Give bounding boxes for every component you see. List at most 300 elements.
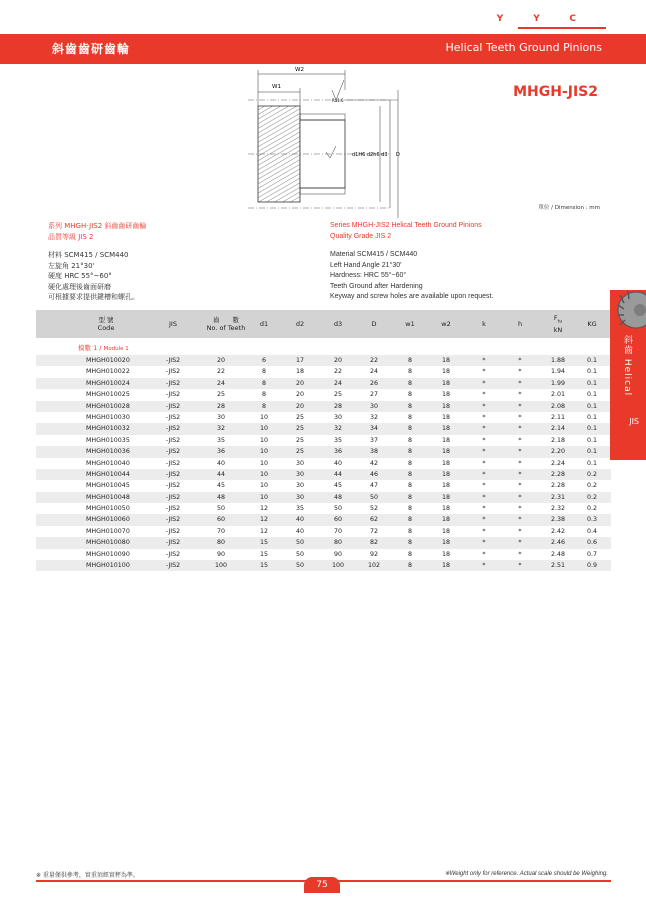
cell-jis: -JIS2 — [165, 459, 181, 467]
cell-d2: 18 — [295, 368, 304, 376]
cell-d2: 30 — [295, 470, 304, 478]
table-row — [36, 514, 611, 525]
cell-d3: 90 — [333, 550, 342, 558]
cell-code: MHGH010050 — [86, 505, 130, 513]
cell-h: * — [518, 482, 522, 490]
cell-D: 42 — [369, 459, 378, 467]
table-row — [36, 435, 611, 446]
cell-kg: 0.1 — [586, 357, 597, 364]
cell-D: 72 — [369, 527, 378, 535]
cell-code: MHGH010080 — [86, 539, 130, 547]
cell-ftu: 2.32 — [550, 505, 566, 513]
cell-d3: 28 — [333, 402, 342, 410]
table-row — [36, 401, 611, 412]
cell-ftu: 2.01 — [550, 391, 566, 399]
spec-body-en — [330, 250, 493, 303]
table-row — [36, 537, 611, 548]
brand-underline — [518, 27, 606, 29]
cell-d2: 25 — [295, 425, 304, 433]
cell-k: * — [482, 413, 486, 421]
header-title-zh: 斜齒齒研齒輪 — [52, 42, 131, 56]
cell-w1: 8 — [407, 368, 412, 376]
ra-label: Ra1.6 — [332, 98, 344, 103]
cell-k: * — [482, 391, 486, 399]
cell-D: 102 — [367, 562, 381, 570]
cell-teeth: 25 — [216, 391, 225, 399]
cell-w1: 8 — [407, 527, 412, 535]
footer-note-zh: ※ 重量僅供參考，實重須經實秤為準。 — [36, 872, 139, 879]
side-tab-jis: JIS — [629, 417, 639, 426]
page-number: 75 — [304, 877, 340, 893]
cell-k: * — [482, 482, 486, 490]
header-title-en: Helical Teeth Ground Pinions — [445, 41, 602, 54]
cell-d2: 50 — [295, 550, 304, 558]
cell-k: * — [482, 493, 486, 501]
header-d2: d2 — [295, 320, 305, 328]
cell-code: MHGH010022 — [86, 368, 130, 376]
cell-jis: -JIS2 — [165, 482, 181, 490]
cell-code: MHGH010035 — [86, 436, 130, 444]
cell-k: * — [482, 562, 486, 570]
cell-jis: -JIS2 — [165, 527, 181, 535]
cell-d1: 8 — [261, 379, 266, 387]
cell-w1: 8 — [407, 493, 412, 501]
cell-jis: -JIS2 — [165, 516, 181, 524]
cell-teeth: 60 — [216, 516, 225, 524]
spec-line: 硬化處理後齒面研磨 — [48, 282, 111, 291]
cell-h: * — [518, 539, 522, 547]
cell-ftu: 2.28 — [550, 470, 566, 478]
cell-jis: -JIS2 — [165, 357, 181, 364]
spec-line: Material SCM415 / SCM440 — [330, 251, 418, 258]
quality-grade-zh: 品質等級 JIS 2 — [48, 232, 94, 241]
cell-w1: 8 — [407, 448, 412, 456]
spec-line: Teeth Ground after Hardening — [330, 282, 423, 290]
table-row — [36, 446, 611, 457]
cell-d1: 6 — [261, 357, 266, 364]
cell-d2: 20 — [295, 391, 304, 399]
cell-k: * — [482, 550, 486, 558]
cell-d3: 100 — [331, 562, 345, 570]
gear-technical-drawing — [240, 60, 430, 220]
spec-line: Hardness: HRC 55°~60° — [330, 272, 407, 279]
table-row — [36, 355, 611, 366]
cell-teeth: 100 — [214, 562, 228, 570]
header-h: h — [517, 320, 523, 328]
cell-ftu: 2.38 — [550, 516, 566, 524]
cell-w2: 18 — [441, 482, 450, 490]
cell-d2: 17 — [295, 357, 304, 364]
cell-teeth: 20 — [216, 357, 225, 364]
cell-k: * — [482, 436, 486, 444]
cell-jis: -JIS2 — [165, 379, 181, 387]
cell-kg: 0.2 — [586, 505, 597, 513]
cell-teeth: 48 — [216, 493, 225, 501]
cell-D: 47 — [369, 482, 378, 490]
cell-jis: -JIS2 — [165, 550, 181, 558]
cell-ftu: 2.20 — [550, 448, 566, 456]
cell-d3: 40 — [333, 459, 342, 467]
cell-w2: 18 — [441, 413, 450, 421]
cell-d2: 50 — [295, 562, 304, 570]
cell-h: * — [518, 459, 522, 467]
cell-kg: 0.1 — [586, 448, 597, 456]
w1-label: W1 — [272, 84, 281, 90]
table-row — [36, 389, 611, 400]
cell-k: * — [482, 505, 486, 513]
cell-d2: 35 — [295, 505, 304, 513]
cell-w2: 18 — [441, 379, 450, 387]
header-k: k — [482, 320, 486, 328]
cell-ftu: 1.99 — [550, 379, 566, 387]
cell-h: * — [518, 391, 522, 399]
cell-D: 26 — [369, 379, 378, 387]
cell-h: * — [518, 413, 522, 421]
cell-w1: 8 — [407, 516, 412, 524]
header-ftu: $F_{tu}$ kN — [553, 313, 563, 335]
cell-d3: 80 — [333, 539, 342, 547]
cell-d1: 10 — [259, 470, 268, 478]
cell-k: * — [482, 527, 486, 535]
cell-code: MHGH010048 — [86, 493, 130, 501]
cell-w1: 8 — [407, 505, 412, 513]
table-row — [36, 366, 611, 377]
cell-d1: 8 — [261, 402, 266, 410]
cell-code: MHGH010045 — [86, 482, 130, 490]
cell-w2: 18 — [441, 562, 450, 570]
cell-d1: 15 — [259, 550, 268, 558]
cell-w2: 18 — [441, 436, 450, 444]
header-w2: w2 — [441, 320, 451, 328]
cell-w1: 8 — [407, 402, 412, 410]
cell-h: * — [518, 448, 522, 456]
cell-ftu: 2.18 — [550, 436, 566, 444]
cell-w1: 8 — [407, 470, 412, 478]
cell-w2: 18 — [441, 459, 450, 467]
diameter-labels: d1H6 d2h6 d3 — [352, 152, 388, 158]
table-row — [36, 560, 611, 571]
cell-d3: 20 — [333, 357, 342, 364]
cell-k: * — [482, 379, 486, 387]
spec-line: Left Hand Angle 21°30' — [330, 261, 402, 269]
cell-h: * — [518, 516, 522, 524]
cell-jis: -JIS2 — [165, 425, 181, 433]
cell-D: 50 — [369, 493, 378, 501]
cell-d3: 30 — [333, 413, 342, 421]
cell-h: * — [518, 357, 522, 364]
cell-jis: -JIS2 — [165, 391, 181, 399]
cell-kg: 0.1 — [586, 459, 597, 467]
side-tab-label: 斜齒 Helical — [622, 335, 632, 397]
cell-d1: 12 — [259, 527, 268, 535]
cell-teeth: 24 — [216, 379, 225, 387]
cell-ftu: 2.28 — [550, 482, 566, 490]
cell-d1: 10 — [259, 482, 268, 490]
cell-code: MHGH010070 — [86, 527, 130, 535]
table-row — [36, 469, 611, 480]
cell-k: * — [482, 539, 486, 547]
cell-kg: 0.1 — [586, 368, 597, 376]
cell-d2: 50 — [295, 539, 304, 547]
cell-jis: -JIS2 — [165, 562, 181, 570]
cell-d2: 30 — [295, 482, 304, 490]
cell-teeth: 45 — [216, 482, 225, 490]
cell-D: 62 — [369, 516, 378, 524]
header-kg: KG — [587, 320, 597, 328]
cell-code: MHGH010028 — [86, 402, 130, 410]
cell-D: 46 — [369, 470, 378, 478]
cell-w1: 8 — [407, 357, 412, 364]
cell-ftu: 2.42 — [550, 527, 566, 535]
cell-D: 37 — [369, 436, 378, 444]
cell-kg: 0.1 — [586, 391, 597, 399]
cell-kg: 0.1 — [586, 436, 597, 444]
cell-d2: 20 — [295, 402, 304, 410]
cell-d1: 10 — [259, 459, 268, 467]
cell-h: * — [518, 493, 522, 501]
cell-k: * — [482, 402, 486, 410]
cell-teeth: 22 — [216, 368, 225, 376]
cell-w1: 8 — [407, 459, 412, 467]
cell-teeth: 28 — [216, 402, 225, 410]
outer-diameter-label: D — [396, 152, 400, 158]
cell-d1: 8 — [261, 391, 266, 399]
cell-d3: 24 — [333, 379, 342, 387]
cell-d3: 22 — [333, 368, 342, 376]
header-code: 型 號 Code — [97, 316, 115, 332]
cell-h: * — [518, 425, 522, 433]
cell-d3: 36 — [333, 448, 342, 456]
cell-teeth: 35 — [216, 436, 225, 444]
cell-h: * — [518, 436, 522, 444]
cell-code: MHGH010025 — [86, 391, 130, 399]
cell-kg: 0.2 — [586, 493, 597, 501]
series-title-zh: 系列 MHGH-JIS2 斜齒齒研齒輪 — [48, 222, 147, 230]
series-title-en: Series MHGH-JIS2 Helical Teeth Ground Pinions — [330, 222, 482, 229]
cell-d1: 12 — [259, 505, 268, 513]
cell-code: MHGH010044 — [86, 470, 130, 478]
cell-D: 38 — [369, 448, 378, 456]
cell-h: * — [518, 379, 522, 387]
cell-d1: 10 — [259, 436, 268, 444]
cell-w2: 18 — [441, 550, 450, 558]
cell-kg: 0.2 — [586, 482, 597, 490]
cell-w1: 8 — [407, 562, 412, 570]
cell-w2: 18 — [441, 357, 450, 364]
cell-d1: 15 — [259, 562, 268, 570]
cell-code: MHGH010030 — [86, 413, 130, 421]
cell-d2: 40 — [295, 527, 304, 535]
cell-code: MHGH010024 — [86, 379, 130, 387]
cell-D: 24 — [369, 368, 378, 376]
table-row — [36, 423, 611, 434]
cell-k: * — [482, 448, 486, 456]
cell-jis: -JIS2 — [165, 470, 181, 478]
cell-w2: 18 — [441, 527, 450, 535]
cell-w2: 18 — [441, 391, 450, 399]
cell-teeth: 30 — [216, 413, 225, 421]
cell-w2: 18 — [441, 402, 450, 410]
cell-d3: 70 — [333, 527, 342, 535]
table-row — [36, 526, 611, 537]
cell-d3: 35 — [333, 436, 342, 444]
header-d1: d1 — [259, 320, 269, 328]
cell-jis: -JIS2 — [165, 413, 181, 421]
spec-line: 可根據要求提供鍵槽和螺孔。 — [48, 293, 139, 301]
cell-D: 82 — [369, 539, 378, 547]
quality-grade-en: Quality Grade JIS 2 — [330, 232, 392, 240]
cell-ftu: 2.14 — [550, 425, 566, 433]
cell-d1: 8 — [261, 368, 266, 376]
cell-code: MHGH010090 — [86, 550, 130, 558]
cell-w2: 18 — [441, 505, 450, 513]
cell-d1: 10 — [259, 493, 268, 501]
spec-body-zh — [48, 250, 139, 303]
cell-jis: -JIS2 — [165, 436, 181, 444]
cell-code: MHGH010032 — [86, 425, 130, 433]
brand-logo: YYC — [496, 14, 606, 24]
cell-w1: 8 — [407, 482, 412, 490]
cell-kg: 0.2 — [586, 470, 597, 478]
cell-ftu: 1.94 — [550, 368, 566, 376]
footer-note-en: ※Weight only for reference. Actual scale should be Weighing. — [444, 871, 608, 877]
table-row — [36, 549, 611, 560]
header-jis: JIS — [169, 320, 177, 328]
cell-d1: 10 — [259, 448, 268, 456]
cell-w2: 18 — [441, 516, 450, 524]
cell-D: 30 — [369, 402, 378, 410]
cell-d2: 25 — [295, 436, 304, 444]
cell-k: * — [482, 425, 486, 433]
header-w1: w1 — [405, 320, 415, 328]
cell-d2: 30 — [295, 493, 304, 501]
cell-w2: 18 — [441, 368, 450, 376]
cell-code: MHGH010020 — [86, 357, 130, 364]
cell-d3: 45 — [333, 482, 342, 490]
cell-kg: 0.1 — [586, 413, 597, 421]
cell-d1: 15 — [259, 539, 268, 547]
cell-w1: 8 — [407, 425, 412, 433]
cell-w2: 18 — [441, 493, 450, 501]
cell-teeth: 80 — [216, 539, 225, 547]
cell-d3: 50 — [333, 505, 342, 513]
header-D: D — [371, 320, 377, 328]
cell-w1: 8 — [407, 379, 412, 387]
cell-h: * — [518, 527, 522, 535]
table-row — [36, 412, 611, 423]
cell-kg: 0.6 — [586, 539, 597, 547]
cell-teeth: 36 — [216, 448, 225, 456]
cell-w2: 18 — [441, 470, 450, 478]
header-d3: d3 — [333, 320, 343, 328]
cell-d3: 48 — [333, 493, 342, 501]
cell-d2: 25 — [295, 413, 304, 421]
table-body — [36, 355, 611, 571]
table-row — [36, 480, 611, 491]
cell-kg: 0.1 — [586, 379, 597, 387]
cell-teeth: 90 — [216, 550, 225, 558]
cell-w2: 18 — [441, 425, 450, 433]
cell-d1: 12 — [259, 516, 268, 524]
cell-teeth: 50 — [216, 505, 225, 513]
cell-code: MHGH010036 — [86, 448, 130, 456]
cell-jis: -JIS2 — [165, 402, 181, 410]
cell-kg: 0.1 — [586, 425, 597, 433]
cell-w1: 8 — [407, 550, 412, 558]
cell-k: * — [482, 516, 486, 524]
cell-jis: -JIS2 — [165, 493, 181, 501]
cell-teeth: 70 — [216, 527, 225, 535]
cell-d3: 32 — [333, 425, 342, 433]
cell-d1: 10 — [259, 425, 268, 433]
cell-D: 34 — [369, 425, 378, 433]
cell-ftu: 2.51 — [550, 562, 566, 570]
cell-kg: 0.3 — [586, 516, 597, 524]
cell-d3: 60 — [333, 516, 342, 524]
spec-line: 左旋角 21°30' — [48, 261, 95, 270]
cell-kg: 0.1 — [586, 402, 597, 410]
cell-ftu: 2.11 — [550, 413, 566, 421]
cell-D: 52 — [369, 505, 378, 513]
cell-w1: 8 — [407, 413, 412, 421]
cell-ftu: 2.48 — [550, 550, 566, 558]
spec-title-en — [330, 221, 482, 242]
cell-code: MHGH010060 — [86, 516, 130, 524]
table-row — [36, 458, 611, 469]
spec-line: 材料 SCM415 / SCM440 — [48, 251, 129, 259]
cell-code: MHGH010040 — [86, 459, 130, 467]
model-code: MHGH-JIS2 — [513, 84, 598, 100]
cell-k: * — [482, 470, 486, 478]
cell-w1: 8 — [407, 436, 412, 444]
spec-title-zh — [48, 221, 146, 242]
cell-D: 27 — [369, 391, 378, 399]
cell-w1: 8 — [407, 539, 412, 547]
cell-jis: -JIS2 — [165, 539, 181, 547]
cell-d2: 30 — [295, 459, 304, 467]
cell-ftu: 2.08 — [550, 402, 566, 410]
cell-ftu: 2.31 — [550, 493, 566, 501]
cell-ftu: 2.24 — [550, 459, 566, 467]
cell-w1: 8 — [407, 391, 412, 399]
cell-d3: 44 — [333, 470, 342, 478]
module-label: 模數 1 / Module 1 — [78, 344, 129, 352]
cell-k: * — [482, 357, 486, 364]
cell-D: 32 — [369, 413, 378, 421]
cell-k: * — [482, 368, 486, 376]
cell-h: * — [518, 562, 522, 570]
cell-kg: 0.4 — [586, 527, 597, 535]
cell-jis: -JIS2 — [165, 448, 181, 456]
cell-ftu: 1.88 — [550, 357, 566, 364]
cell-D: 22 — [369, 357, 378, 364]
cell-kg: 0.7 — [586, 550, 597, 558]
spec-line: 硬度 HRC 55°~60° — [48, 272, 112, 280]
table-row — [36, 503, 611, 514]
unit-label: 單位 / Dimension : mm — [538, 205, 600, 211]
cell-d1: 10 — [259, 413, 268, 421]
cell-ftu: 2.46 — [550, 539, 566, 547]
cell-w2: 18 — [441, 448, 450, 456]
spec-line: Keyway and screw holes are available upon request. — [330, 293, 494, 300]
cell-kg: 0.9 — [586, 562, 597, 570]
cell-teeth: 44 — [216, 470, 225, 478]
table-header — [36, 310, 611, 338]
w2-label: W2 — [295, 67, 304, 73]
cell-jis: -JIS2 — [165, 505, 181, 513]
cell-h: * — [518, 470, 522, 478]
cell-d2: 25 — [295, 448, 304, 456]
